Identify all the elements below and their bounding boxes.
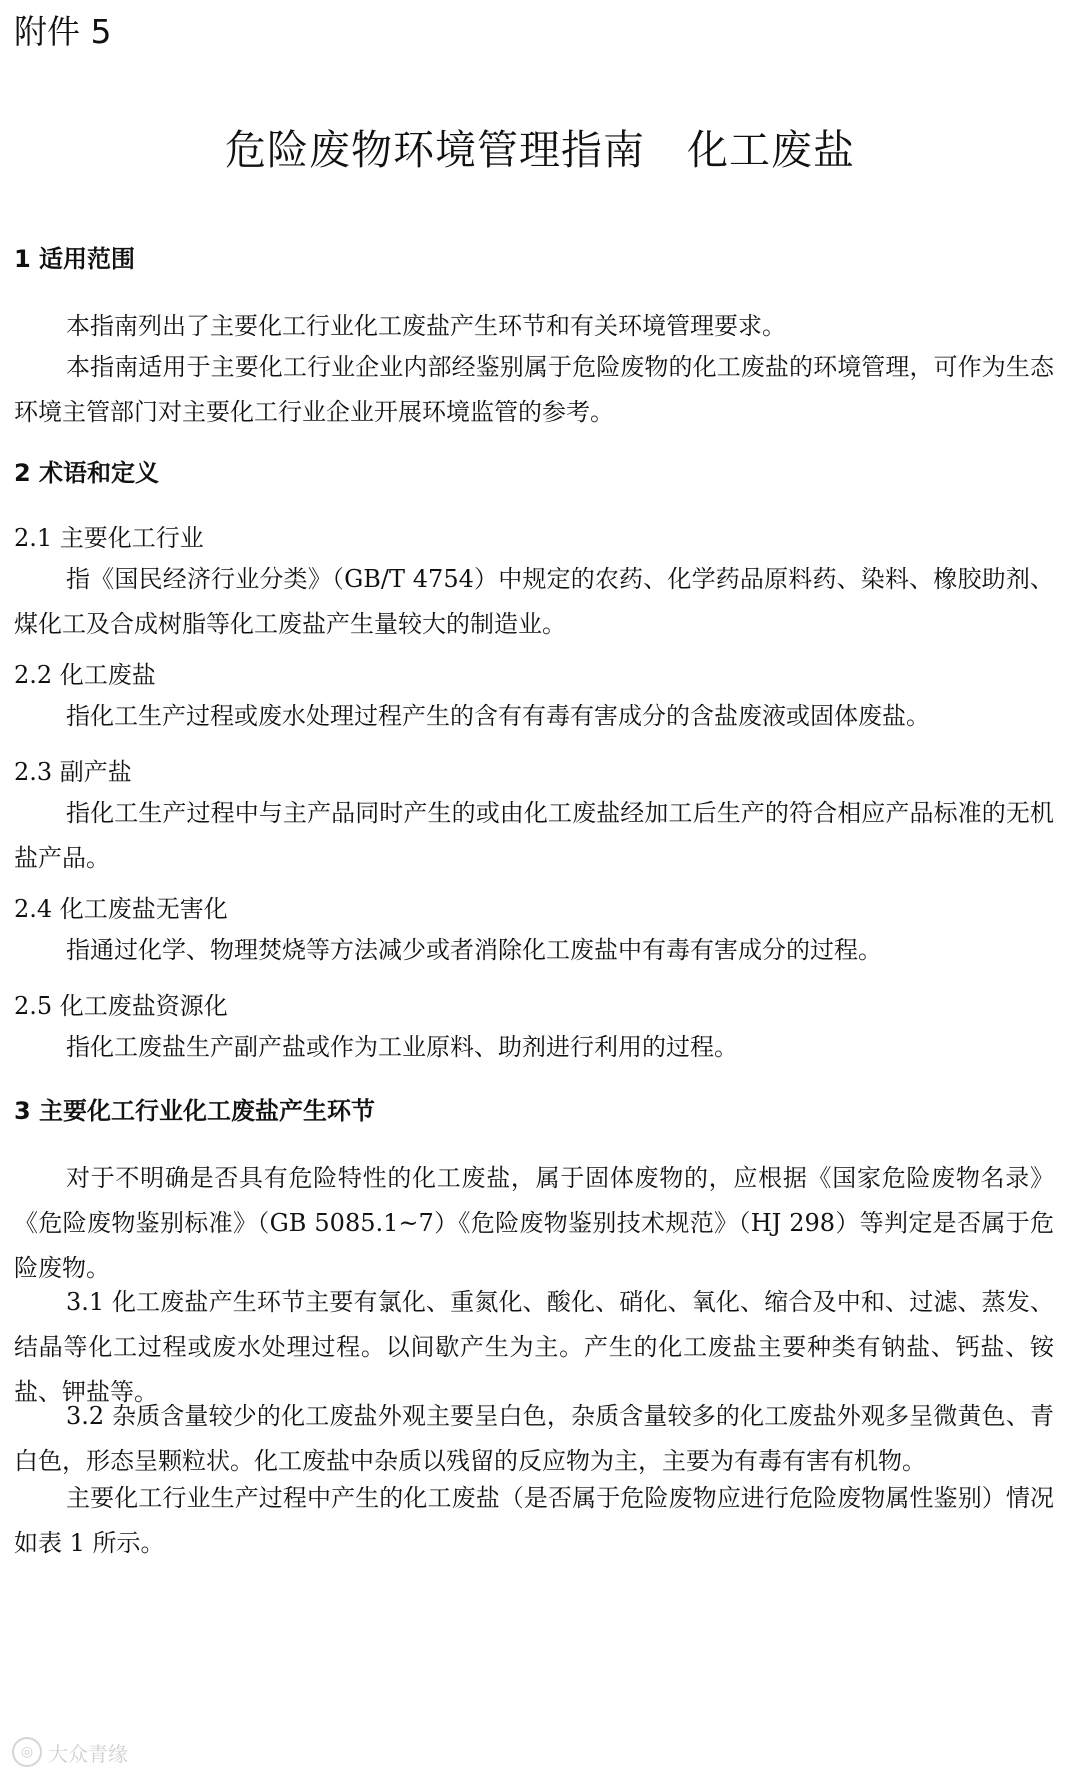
term-2-2-heading: 2.2 化工废盐 <box>14 661 156 689</box>
term-2-4-definition: 指通过化学、物理焚烧等方法减少或者消除化工废盐中有毒有害成分的过程。 <box>66 936 882 964</box>
watermark <box>12 1737 128 1767</box>
watermark-text: 大众青缘 <box>48 1741 128 1766</box>
section-3-paragraph-1: 对于不明确是否具有危险特性的化工废盐，属于固体废物的，应根据《国家危险废物名录》《危险废物鉴别标准》（GB 5085.1~7）《危险废物鉴别技术规范》（HJ 298）等判定是否属于危险废物。 <box>14 1164 1054 1282</box>
watermark-logo-icon: ◎ <box>12 1737 42 1767</box>
term-2-1-definition: 指《国民经济行业分类》（GB/T 4754）中规定的农药、化学药品原料药、染料、橡胶助剂、煤化工及合成树脂等化工废盐产生量较大的制造业。 <box>14 565 1054 638</box>
section-1-paragraph-2: 本指南适用于主要化工行业企业内部经鉴别属于危险废物的化工废盐的环境管理，可作为生态环境主管部门对主要化工行业企业开展环境监管的参考。 <box>14 353 1054 426</box>
term-2-3-heading: 2.3 副产盐 <box>14 758 132 786</box>
section-3-paragraph-2: 3.1 化工废盐产生环节主要有氯化、重氮化、酸化、硝化、氧化、缩合及中和、过滤、蒸发、结晶等化工过程或废水处理过程。以间歇产生为主。产生的化工废盐主要种类有钠盐、钙盐、铵盐、钾盐等。 <box>14 1288 1054 1406</box>
term-2-4-heading: 2.4 化工废盐无害化 <box>14 895 228 923</box>
section-1-paragraph-1: 本指南列出了主要化工行业化工废盐产生环节和有关环境管理要求。 <box>66 312 786 340</box>
term-2-3-definition: 指化工生产过程中与主产品同时产生的或由化工废盐经加工后生产的符合相应产品标准的无机盐产品。 <box>14 799 1054 872</box>
term-2-1-heading: 2.1 主要化工行业 <box>14 524 204 552</box>
section-3-heading: 3 主要化工行业化工废盐产生环节 <box>14 1097 376 1125</box>
term-2-5-heading: 2.5 化工废盐资源化 <box>14 992 228 1020</box>
page-title: 危险废物环境管理指南 化工废盐 <box>225 126 855 174</box>
term-2-2-definition: 指化工生产过程或废水处理过程产生的含有有毒有害成分的含盐废液或固体废盐。 <box>66 702 930 730</box>
section-2-heading: 2 术语和定义 <box>14 459 160 487</box>
section-1-heading: 1 适用范围 <box>14 245 136 273</box>
section-3-paragraph-3: 3.2 杂质含量较少的化工废盐外观主要呈白色，杂质含量较多的化工废盐外观多呈微黄色、青白色，形态呈颗粒状。化工废盐中杂质以残留的反应物为主，主要为有毒有害有机物。 <box>14 1402 1054 1475</box>
annex-label: 附件 5 <box>14 12 112 51</box>
term-2-5-definition: 指化工废盐生产副产盐或作为工业原料、助剂进行利用的过程。 <box>66 1033 738 1061</box>
section-3-paragraph-4: 主要化工行业生产过程中产生的化工废盐（是否属于危险废物应进行危险废物属性鉴别）情况如表 1 所示。 <box>14 1484 1054 1557</box>
